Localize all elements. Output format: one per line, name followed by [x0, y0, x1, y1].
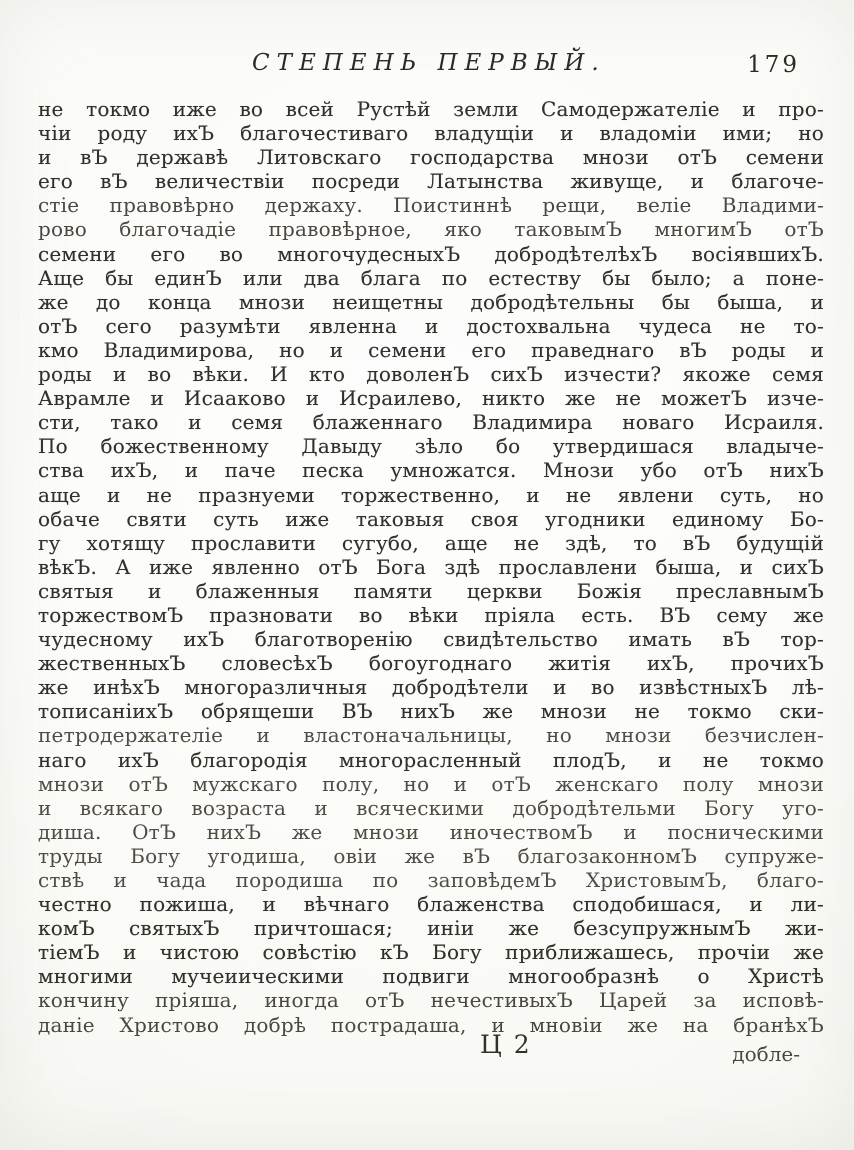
- text-line: не токмо иже во всей Рустѣй земли Самодержателіе и про-: [38, 97, 824, 121]
- text-line: стіе правовѣрно держаху. Поистиннѣ рещи, веліе Владими-: [38, 193, 824, 218]
- text-line: жественныхЪ словесѣхЪ богоугоднаго житія ихЪ, прочихЪ: [38, 651, 824, 676]
- text-line: многими мучеиическими подвиги многообразнѣ о Христѣ: [38, 964, 824, 989]
- text-line: кончину пріяша, иногда отЪ нечестивыхЪ Царей за исповѣ-: [38, 988, 824, 1013]
- text-line: его вЪ величествіи посреди Латынства живуще, и благоче-: [38, 169, 824, 194]
- text-line: семени его во многочудесныхЪ добродѣтелѣхЪ восіявшихЪ.: [38, 241, 824, 266]
- text-line: отЪ сего разумѣти явленна и достохвальна чудеса не то-: [38, 313, 824, 338]
- text-line: чудесному ихЪ благотворенію свидѣтельство имать вЪ тор-: [38, 627, 824, 652]
- text-line: же инѣхЪ многоразличныя добродѣтели и во извѣстныхЪ лѣ-: [38, 675, 824, 700]
- text-line: чіи роду ихЪ благочестиваго владущіи и владоміи ими; но: [38, 121, 824, 146]
- page-header: [40, 50, 818, 82]
- text-line: Аще бы единЪ или два блага по естеству бы было; а поне-: [38, 265, 824, 290]
- running-title: СТЕПЕНЬ ПЕРВЫЙ.: [252, 50, 606, 76]
- text-line: сти, тако и семя блаженнаго Владимира новаго Исраиля.: [38, 410, 824, 435]
- text-line: же до конца мнози неищетны добродѣтельны бы быша, и: [38, 289, 824, 314]
- text-line: аще и не празнуеми торжественно, и не явлени суть, но: [38, 482, 824, 507]
- text-line: комЪ святыхЪ причтошася; иніи же безсупружнымЪ жи-: [38, 916, 824, 941]
- folio-number: 179: [747, 52, 800, 78]
- text-line: честно пожиша, и вѣчнаго блаженства сподобишася, и ли-: [38, 892, 824, 917]
- signature-mark: Ц 2: [480, 1030, 532, 1059]
- text-line: и всякаго возраста и всяческими добродѣтельми Богу уго-: [38, 795, 824, 820]
- text-line: ства ихЪ, и паче песка умножатся. Мнози убо отЪ нихЪ: [38, 458, 824, 483]
- page-body: [38, 97, 824, 1037]
- page-footer: [38, 1030, 818, 1080]
- text-line: святыя и блаженныя памяти церкви Божія преславнымЪ: [38, 578, 824, 603]
- catchword: добле-: [732, 1042, 800, 1066]
- text-line: роды и во вѣки. И кто доволенЪ сихЪ изчести? якоже семя: [38, 362, 824, 387]
- text-line: ствѣ и чада породиша по заповѣдемЪ ХристовымЪ, благо-: [38, 868, 824, 892]
- text-line: тіемЪ и чистою совѣстію кЪ Богу приближашесь, прочіи же: [38, 940, 824, 965]
- text-line: диша. ОтЪ нихЪ же мнози иночествомЪ и посническими: [38, 819, 824, 844]
- text-line: гу хотящу прославити сугубо, аще не здѣ, то вЪ будущій: [38, 530, 824, 555]
- text-line: мнози отЪ мужскаго полу, но и отЪ женскаго полу мнози: [38, 771, 824, 796]
- text-line: петродержателіе и властоначальницы, но мнози безчислен-: [38, 723, 824, 748]
- text-line: рово благочадіе правовѣрное, яко таковымЪ многимЪ отЪ: [38, 217, 824, 242]
- text-line: кмо Владимирова, но и семени его праведнаго вЪ роды и: [38, 337, 824, 362]
- text-line: тописаніихЪ обрящеши ВЪ нихЪ же мнози не токмо ски-: [38, 699, 824, 724]
- text-line: торжествомЪ празновати во вѣки пріяла есть. ВЪ сему же: [38, 602, 824, 627]
- text-line: Аврамле и Исааково и Исраилево, никто же не можетЪ изче-: [38, 386, 824, 411]
- text-line: даніе Христово добрѣ пострадаша, и мновіи же на бранѣхЪ: [38, 1012, 824, 1037]
- text-line: наго ихЪ благородія многорасленный плодЪ, и не токмо: [38, 747, 824, 772]
- text-line: обаче святи суть иже таковыя своя угодники единому Бо-: [38, 506, 824, 531]
- text-line: и вЪ державѣ Литовскаго господарства мнози отЪ семени: [38, 145, 824, 170]
- text-line: вѣкЪ. А иже явленно отЪ Бога здѣ прославлени быша, и сихЪ: [38, 554, 824, 579]
- text-line: По божественному Давыду зѣло бо утвердишася владыче-: [38, 434, 824, 459]
- text-line: труды Богу угодиша, овіи же вЪ благозаконномЪ супруже-: [38, 843, 824, 868]
